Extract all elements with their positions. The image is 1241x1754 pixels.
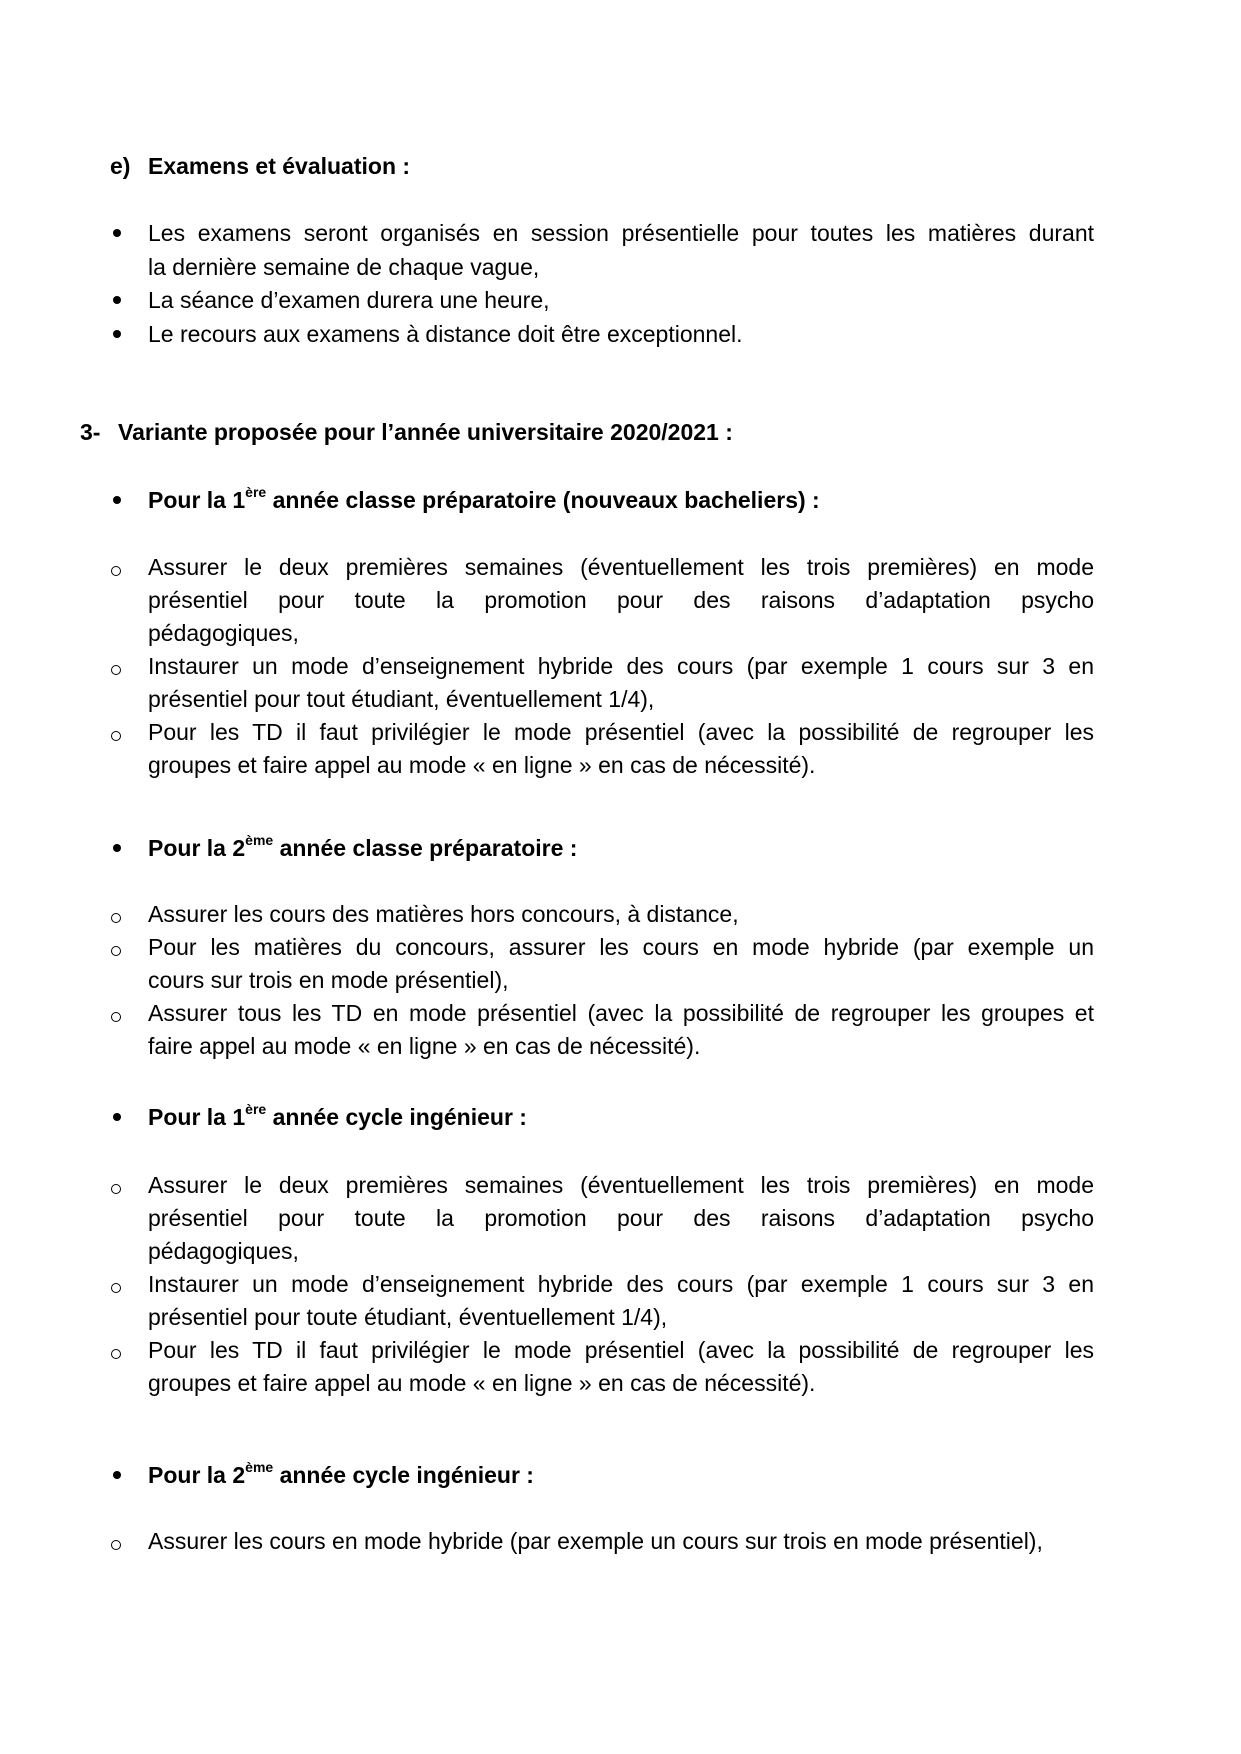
bullet-icon xyxy=(113,844,121,852)
group-3-item-2-line-1: Instaurer un mode d’enseignement hybride des cours (par exemple 1 cours sur 3 en xyxy=(148,1271,1094,1297)
bullet-icon xyxy=(113,496,121,504)
group-1-item-3-line-1: Pour les TD il faut privilégier le mode présentiel (avec la possibilité de regrouper les xyxy=(148,719,1094,745)
circle-bullet-icon xyxy=(111,913,121,923)
circle-bullet-icon xyxy=(111,665,121,675)
bullet-icon xyxy=(113,296,121,304)
bullet-icon xyxy=(113,1471,121,1479)
bullet-icon xyxy=(113,229,121,237)
section-e-title: Examens et évaluation : xyxy=(148,153,411,179)
circle-bullet-icon xyxy=(111,731,121,741)
group-4-item-1-line-1: Assurer les cours en mode hybride (par exemple un cours sur trois en mode présentiel), xyxy=(148,1528,1043,1554)
group-1-item-2-line-1: Instaurer un mode d’enseignement hybride des cours (par exemple 1 cours sur 3 en xyxy=(148,653,1094,679)
group-1-item-2-line-2: présentiel pour tout étudiant, éventuellement 1/4), xyxy=(148,686,655,712)
section-e-item-2-line-1: La séance d’examen durera une heure, xyxy=(148,287,550,313)
group-3-item-1-line-2: présentiel pour toute la promotion pour des raisons d’adaptation psycho xyxy=(148,1205,1094,1231)
section-3-number: 3- xyxy=(80,419,101,445)
section-e-item-1-line-1: Les examens seront organisés en session présentielle pour toutes les matières durant xyxy=(148,220,1094,246)
group-2-item-2-line-1: Pour les matières du concours, assurer les cours en mode hybride (par exemple un xyxy=(148,934,1094,960)
group-3-item-3-line-1: Pour les TD il faut privilégier le mode présentiel (avec la possibilité de regrouper les xyxy=(148,1337,1094,1363)
circle-bullet-icon xyxy=(111,1283,121,1293)
section-e-item-1-line-2: la dernière semaine de chaque vague, xyxy=(148,254,540,280)
section-e-label: e) xyxy=(110,153,131,179)
group-3-item-1-line-3: pédagogiques, xyxy=(148,1238,299,1264)
group-2-item-3-line-1: Assurer tous les TD en mode présentiel (avec la possibilité de regrouper les groupes et xyxy=(148,1000,1094,1026)
group-1-item-1-line-1: Assurer le deux premières semaines (éventuellement les trois premières) en mode xyxy=(148,554,1094,580)
group-3-heading: Pour la 1ère année cycle ingénieur : xyxy=(148,1101,527,1130)
group-1-item-3-line-2: groupes et faire appel au mode « en ligne » en cas de nécessité). xyxy=(148,752,816,778)
group-2-item-1-line-1: Assurer les cours des matières hors concours, à distance, xyxy=(148,901,739,927)
section-3-title: Variante proposée pour l’année universitaire 2020/2021 : xyxy=(118,419,733,445)
group-1-item-1-line-2: présentiel pour toute la promotion pour des raisons d’adaptation psycho xyxy=(148,587,1094,613)
circle-bullet-icon xyxy=(111,1540,121,1550)
circle-bullet-icon xyxy=(111,1012,121,1022)
group-2-item-3-line-2: faire appel au mode « en ligne » en cas de nécessité). xyxy=(148,1033,701,1059)
group-3-item-3-line-2: groupes et faire appel au mode « en ligne » en cas de nécessité). xyxy=(148,1370,816,1396)
bullet-icon xyxy=(113,330,121,338)
group-3-item-1-line-1: Assurer le deux premières semaines (éventuellement les trois premières) en mode xyxy=(148,1172,1094,1198)
circle-bullet-icon xyxy=(111,1184,121,1194)
circle-bullet-icon xyxy=(111,1349,121,1359)
group-1-item-1-line-3: pédagogiques, xyxy=(148,620,299,646)
section-e-item-3-line-1: Le recours aux examens à distance doit être exceptionnel. xyxy=(148,321,743,347)
group-1-heading: Pour la 1ère année classe préparatoire (nouveaux bacheliers) : xyxy=(148,484,820,513)
group-3-item-2-line-2: présentiel pour toute étudiant, éventuellement 1/4), xyxy=(148,1304,668,1330)
group-2-item-2-line-2: cours sur trois en mode présentiel), xyxy=(148,967,509,993)
group-4-heading: Pour la 2ème année cycle ingénieur : xyxy=(148,1459,534,1488)
circle-bullet-icon xyxy=(111,566,121,576)
bullet-icon xyxy=(113,1113,121,1121)
circle-bullet-icon xyxy=(111,946,121,956)
group-2-heading: Pour la 2ème année classe préparatoire : xyxy=(148,832,578,861)
